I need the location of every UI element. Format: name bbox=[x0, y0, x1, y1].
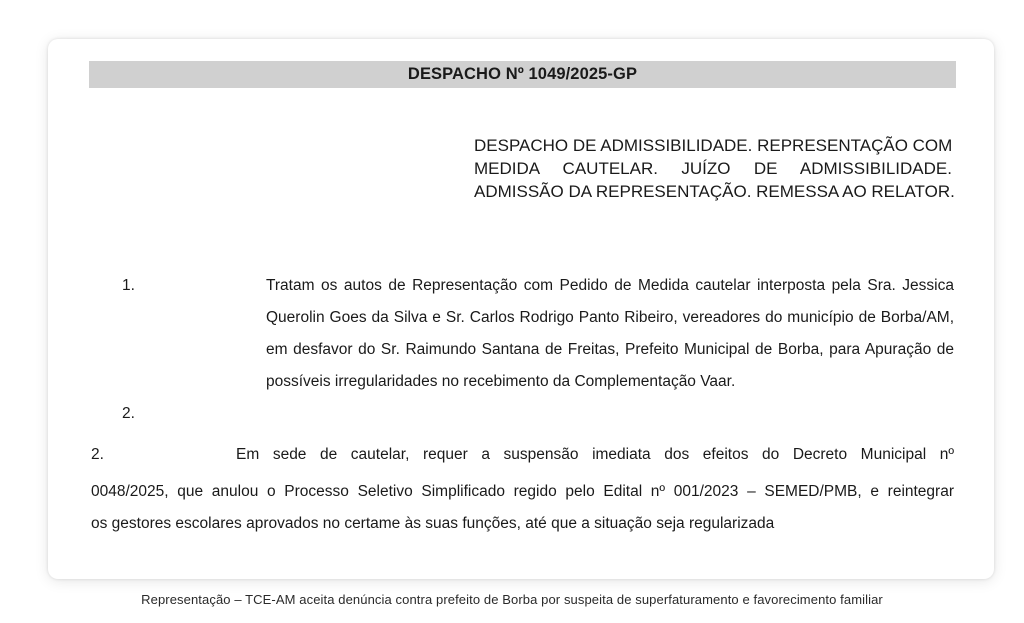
document-image-card bbox=[48, 39, 994, 579]
paragraph-line: Querolin Goes da Silva e Sr. Carlos Rodrigo Panto Ribeiro, vereadores do município de Borba/AM, bbox=[266, 309, 954, 326]
summary-line: MEDIDA CAUTELAR. JUÍZO DE ADMISSIBILIDADE. bbox=[474, 159, 952, 178]
paragraph-1-text bbox=[266, 270, 954, 398]
document-summary bbox=[474, 134, 955, 203]
orphan-paragraph-number: 2. bbox=[122, 405, 135, 422]
document-title: DESPACHO Nº 1049/2025-GP bbox=[407, 65, 638, 83]
paragraph-1-number: 1. bbox=[122, 277, 135, 294]
summary-line: ADMISSÃO DA REPRESENTAÇÃO. REMESSA AO RELATOR. bbox=[474, 182, 955, 201]
paragraph-line: 0048/2025, que anulou o Processo Seletivo Simplificado regido pelo Edital nº 001/2023 – SEMED/PMB, e reintegrar bbox=[91, 483, 954, 500]
summary-line: DESPACHO DE ADMISSIBILIDADE. REPRESENTAÇÃO COM bbox=[474, 136, 953, 155]
image-caption: Representação – TCE-AM aceita denúncia contra prefeito de Borba por suspeita de superfaturamento e favorecimento familiar bbox=[141, 592, 883, 607]
paragraph-line: Em sede de cautelar, requer a suspensão imediata dos efeitos do Decreto Municipal nº bbox=[236, 446, 954, 463]
paragraph-2-text bbox=[91, 476, 954, 540]
paragraph-line: em desfavor do Sr. Raimundo Santana de Freitas, Prefeito Municipal de Borba, para Apuração de bbox=[266, 341, 954, 358]
paragraph-line: possíveis irregularidades no recebimento da Complementação Vaar. bbox=[266, 373, 736, 390]
paragraph-line: Tratam os autos de Representação com Pedido de Medida cautelar interposta pela Sra. Jessica bbox=[266, 277, 954, 294]
paragraph-line: os gestores escolares aprovados no certame às suas funções, até que a situação seja regularizada bbox=[91, 515, 775, 532]
paragraph-2-first-line bbox=[236, 439, 954, 471]
document-page bbox=[48, 39, 994, 579]
document-title-bar bbox=[89, 61, 956, 88]
paragraph-2-number: 2. bbox=[91, 446, 104, 463]
